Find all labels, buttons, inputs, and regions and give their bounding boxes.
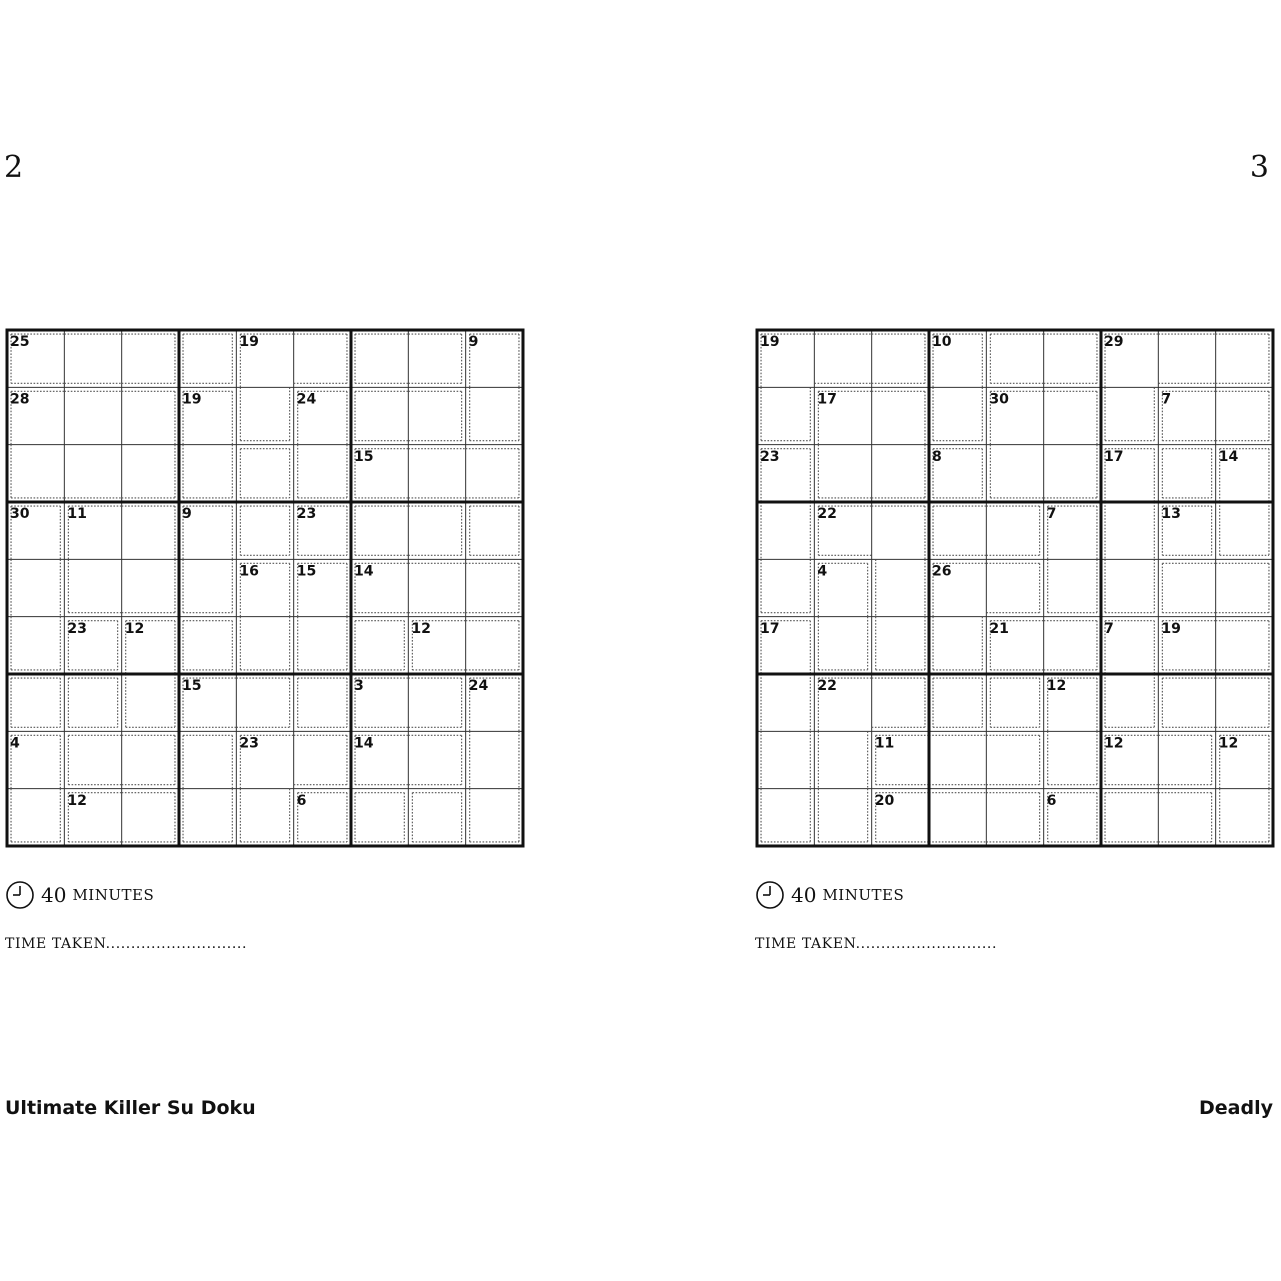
cage-sum-label: 30 xyxy=(10,506,30,523)
cage-sum-label: 6 xyxy=(1046,792,1057,809)
right-puzzle-svg xyxy=(755,328,1275,848)
cage-sum-label: 19 xyxy=(182,391,202,408)
cage-sum-label: 24 xyxy=(468,678,489,695)
cage-sum-label: 13 xyxy=(1161,506,1181,523)
cage-sum-label: 26 xyxy=(932,563,952,580)
cage-sum-label: 17 xyxy=(817,391,837,408)
right-killer-sudoku-grid xyxy=(755,328,1275,848)
cell-grid-lines xyxy=(7,330,523,846)
time-taken-label: TIME TAKEN xyxy=(5,936,106,952)
cage-sum-label: 19 xyxy=(1161,620,1181,637)
cage-sum-label: 14 xyxy=(354,563,374,580)
cage-sum-label: 14 xyxy=(354,735,374,752)
right-page-number: 3 xyxy=(1249,150,1269,185)
cage-sum-label: 19 xyxy=(239,334,259,351)
cage-sum-label: 7 xyxy=(1161,391,1172,408)
timer-unit: MINUTES xyxy=(72,886,155,904)
cage-sum-label: 23 xyxy=(239,735,259,752)
cage-sum-label: 12 xyxy=(124,620,145,637)
cage-sum-label: 28 xyxy=(10,391,30,408)
cage-sum-label: 20 xyxy=(874,792,895,809)
cage-sum-label: 17 xyxy=(760,620,780,637)
cage-sum-label: 24 xyxy=(296,391,317,408)
timer-value: 40 xyxy=(791,883,817,907)
time-taken-blank[interactable]: ............................ xyxy=(105,936,247,952)
left-killer-sudoku-grid xyxy=(5,328,525,848)
cage-sum-label: 14 xyxy=(1218,448,1239,465)
cage-sum-label: 9 xyxy=(468,334,479,351)
cage-sum-label: 23 xyxy=(296,506,317,523)
cage-sum-label: 4 xyxy=(10,735,20,752)
cage-outlines xyxy=(761,334,1269,842)
cage-sum-label: 8 xyxy=(932,448,942,465)
cage-sum-label: 9 xyxy=(182,506,192,523)
cage-sum-label: 30 xyxy=(989,391,1009,408)
cage-sum-label: 23 xyxy=(760,448,780,465)
left-time-taken xyxy=(5,936,247,952)
time-taken-blank[interactable]: ............................ xyxy=(855,936,997,952)
grid-frame xyxy=(7,330,523,846)
cage-sum-label: 15 xyxy=(354,448,374,465)
box-grid-lines xyxy=(7,330,523,846)
right-footer-difficulty: Deadly xyxy=(1199,1097,1273,1119)
cage-sum-label: 23 xyxy=(67,620,87,637)
cage-sum-label: 21 xyxy=(989,620,1009,637)
cage-sum-label: 29 xyxy=(1104,334,1124,351)
right-time-taken xyxy=(755,936,997,952)
time-taken-label: TIME TAKEN xyxy=(755,936,856,952)
left-timer xyxy=(5,878,154,912)
left-footer-book-title: Ultimate Killer Su Doku xyxy=(5,1097,256,1119)
cage-sum-label: 15 xyxy=(296,563,317,580)
clock-icon xyxy=(755,880,785,910)
cage-sum-label: 7 xyxy=(1104,620,1114,637)
cage-sum-label: 12 xyxy=(1218,735,1239,752)
clock-icon xyxy=(5,880,35,910)
cage-sum-label: 19 xyxy=(760,334,780,351)
cage-sum-label: 25 xyxy=(10,334,30,351)
right-timer xyxy=(755,878,904,912)
cage-sums xyxy=(760,334,1238,809)
left-puzzle-svg xyxy=(5,328,525,848)
cage-sum-label: 12 xyxy=(1104,735,1124,752)
cage-sum-label: 12 xyxy=(411,620,431,637)
cage-sum-label: 17 xyxy=(1104,448,1124,465)
cage-sum-label: 6 xyxy=(296,792,307,809)
cage-sum-label: 12 xyxy=(1046,678,1067,695)
cage-sum-label: 12 xyxy=(67,792,87,809)
cage-sum-label: 15 xyxy=(182,678,202,695)
cage-sum-label: 3 xyxy=(354,678,364,695)
timer-unit: MINUTES xyxy=(822,886,905,904)
cage-sum-label: 22 xyxy=(817,506,837,523)
cage-sum-label: 11 xyxy=(67,506,87,523)
cage-sums xyxy=(10,334,488,809)
cage-sum-label: 7 xyxy=(1046,506,1057,523)
cage-sum-label: 11 xyxy=(874,735,895,752)
cage-outlines xyxy=(11,334,519,842)
cage-sum-label: 10 xyxy=(932,334,952,351)
cage-sum-label: 16 xyxy=(239,563,259,580)
cage-sum-label: 22 xyxy=(817,678,837,695)
left-page-number: 2 xyxy=(4,150,24,185)
cage-sum-label: 4 xyxy=(817,563,828,580)
timer-value: 40 xyxy=(41,883,67,907)
